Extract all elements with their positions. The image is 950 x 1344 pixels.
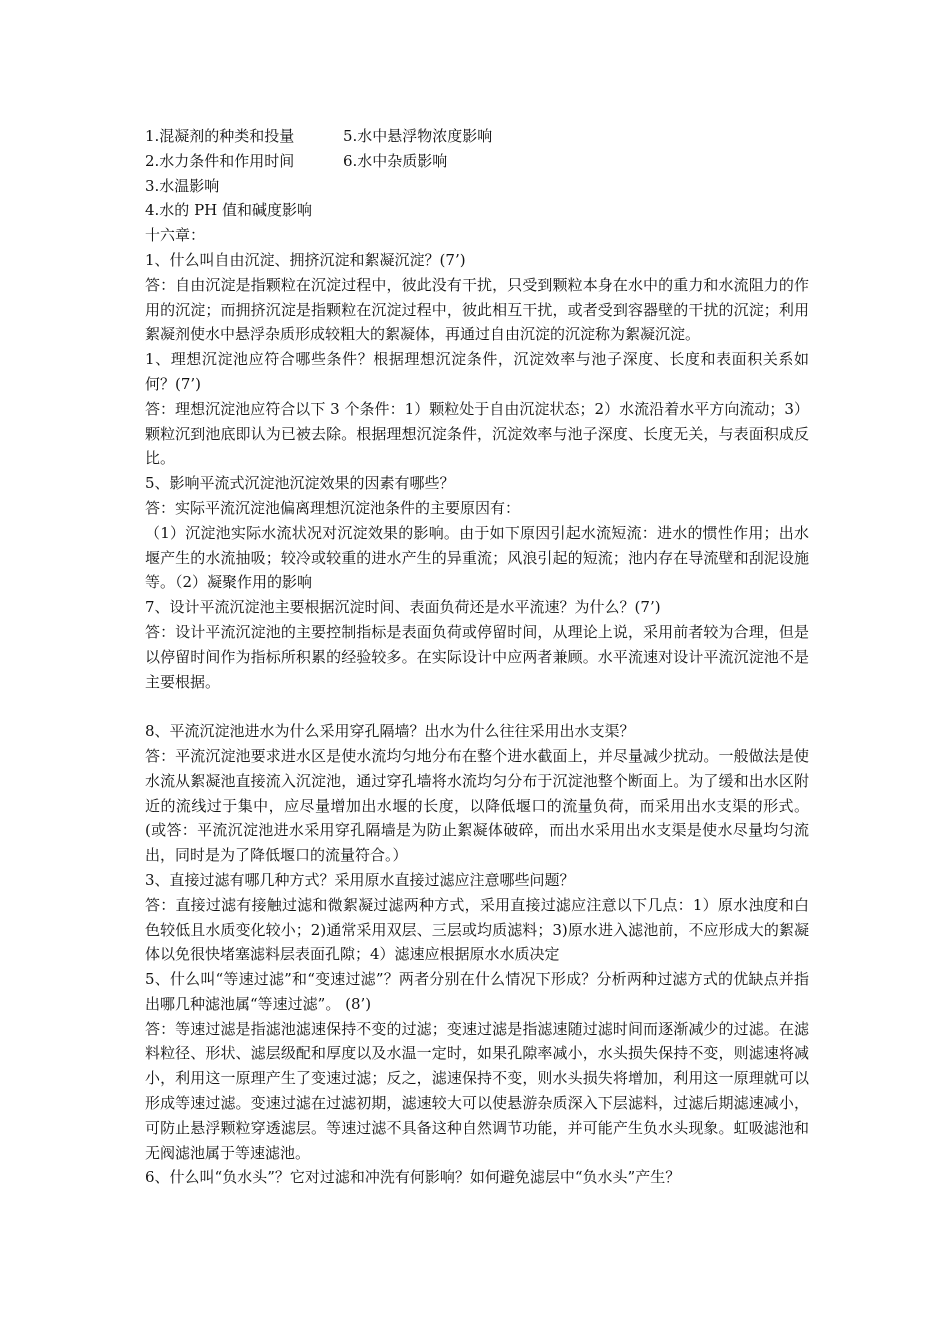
answer-text: （1）沉淀池实际水流状况对沉淀效果的影响。由于如下原因引起水流短流：进水的惯性作用；出水堰产生的水流抽吸；较冷或较重的进水产生的异重流；风浪引起的短流；池内存在导流壁和刮泥设施等。（2）凝聚作用的影响 [145, 523, 809, 592]
factor-item: 1.混凝剂的种类和投量 [145, 127, 295, 145]
question-text: 7、设计平流沉淀池主要根据沉淀时间、表面负荷还是水平流速？为什么？(7’) [145, 598, 661, 617]
question-text: 5、什么叫“等速过滤”和“变速过滤”？两者分别在什么情况下形成？分析两种过滤方式的优缺点并指出哪几种滤池属“等速过滤”。 (8’) [145, 970, 809, 1013]
document-body [145, 124, 809, 1190]
factor-item: 2.水力条件和作用时间 [145, 151, 295, 170]
answer-text: 答：平流沉淀池要求进水区是使水流均匀地分布在整个进水截面上，并尽量减少扰动。一般做法是使水流从絮凝池直接流入沉淀池，通过穿孔墙将水流均匀分布于沉淀池整个断面上。为了缓和出水区附近的流线过于集中，应尽量增加出水堰的长度，以降低堰口的流量负荷，而采用出水支渠的形式。(或答：平流沉淀池进水采用穿孔隔墙是为防止絮凝体破碎，而出水采用出水支渠是使水尽量均匀流出，同时是为了降低堰口的流量符合。） [145, 746, 809, 865]
question-text: 1、什么叫自由沉淀、拥挤沉淀和絮凝沉淀？(7’) [145, 250, 466, 269]
factor-item: 3.水温影响 [145, 176, 220, 195]
question-text: 3、直接过滤有哪几种方式？采用原水直接过滤应注意哪些问题？ [145, 870, 575, 889]
blank-line [145, 694, 809, 719]
factor-item: 6.水中杂质影响 [343, 151, 448, 170]
factor-item: 5.水中悬浮物浓度影响 [343, 127, 493, 145]
question-text: 6、什么叫“负水头”？它对过滤和冲洗有何影响？如何避免滤层中“负水头”产生？ [145, 1168, 681, 1187]
answer-text: 答：实际平流沉淀池偏离理想沉淀池条件的主要原因有： [145, 498, 521, 517]
factor-row [145, 124, 809, 149]
factor-item: 4.水的 PH 值和碱度影响 [145, 201, 313, 220]
answer-text: 答：等速过滤是指滤池滤速保持不变的过滤；变速过滤是指滤速随过滤时间而逐渐减少的过滤。在滤料粒径、形状、滤层级配和厚度以及水温一定时，如果孔隙率减小，水头损失保持不变，则滤速将减小，利用这一原理产生了变速过滤；反之，滤速保持不变，则水头损失将增加，利用这一原理就可以形成等速过滤。变速过滤在过滤初期，滤速较大可以使悬游杂质深入下层滤料，过滤后期滤速减小，可防止悬浮颗粒穿透滤层。等速过滤不具备这种自然调节功能，并可能产生负水头现象。虹吸滤池和无阀滤池属于等速滤池。 [145, 1019, 809, 1162]
question-text: 8、平流沉淀池进水为什么采用穿孔隔墙？出水为什么往往采用出水支渠？ [145, 722, 635, 741]
answer-text: 答：自由沉淀是指颗粒在沉淀过程中，彼此没有干扰，只受到颗粒本身在水中的重力和水流阻力的作用的沉淀；而拥挤沉淀是指颗粒在沉淀过程中，彼此相互干扰，或者受到容器壁的干扰的沉淀；利用絮凝剂使水中悬浮杂质形成较粗大的絮凝体，再通过自由沉淀的沉淀称为絮凝沉淀。 [145, 275, 809, 344]
factor-row [145, 149, 809, 174]
chapter-heading: 十六章： [145, 226, 206, 245]
answer-text: 答：设计平流沉淀池的主要控制指标是表面负荷或停留时间，从理论上说，采用前者较为合理，但是以停留时间作为指标所积累的经验较多。在实际设计中应两者兼顾。水平流速对设计平流沉淀池不是主要根据。 [145, 622, 809, 691]
question-text: 5、影响平流式沉淀池沉淀效果的因素有哪些？ [145, 474, 455, 493]
question-text: 1、理想沉淀池应符合哪些条件？根据理想沉淀条件，沉淀效率与池子深度、长度和表面积关系如何？(7’) [145, 350, 809, 393]
answer-text: 答：理想沉淀池应符合以下 3 个条件：1）颗粒处于自由沉淀状态；2）水流沿着水平方向流动；3）颗粒沉到池底即认为已被去除。根据理想沉淀条件，沉淀效率与池子深度、长度无关，与表面积成反比。 [145, 399, 809, 468]
answer-text: 答：直接过滤有接触过滤和微絮凝过滤两种方式，采用直接过滤应注意以下几点：1）原水浊度和白色较低且水质变化较小；2)通常采用双层、三层或均质滤料；3)原水进入滤池前，不应形成大的絮凝体以免很快堵塞滤料层表面孔隙；4）滤速应根据原水水质决定 [145, 895, 809, 964]
